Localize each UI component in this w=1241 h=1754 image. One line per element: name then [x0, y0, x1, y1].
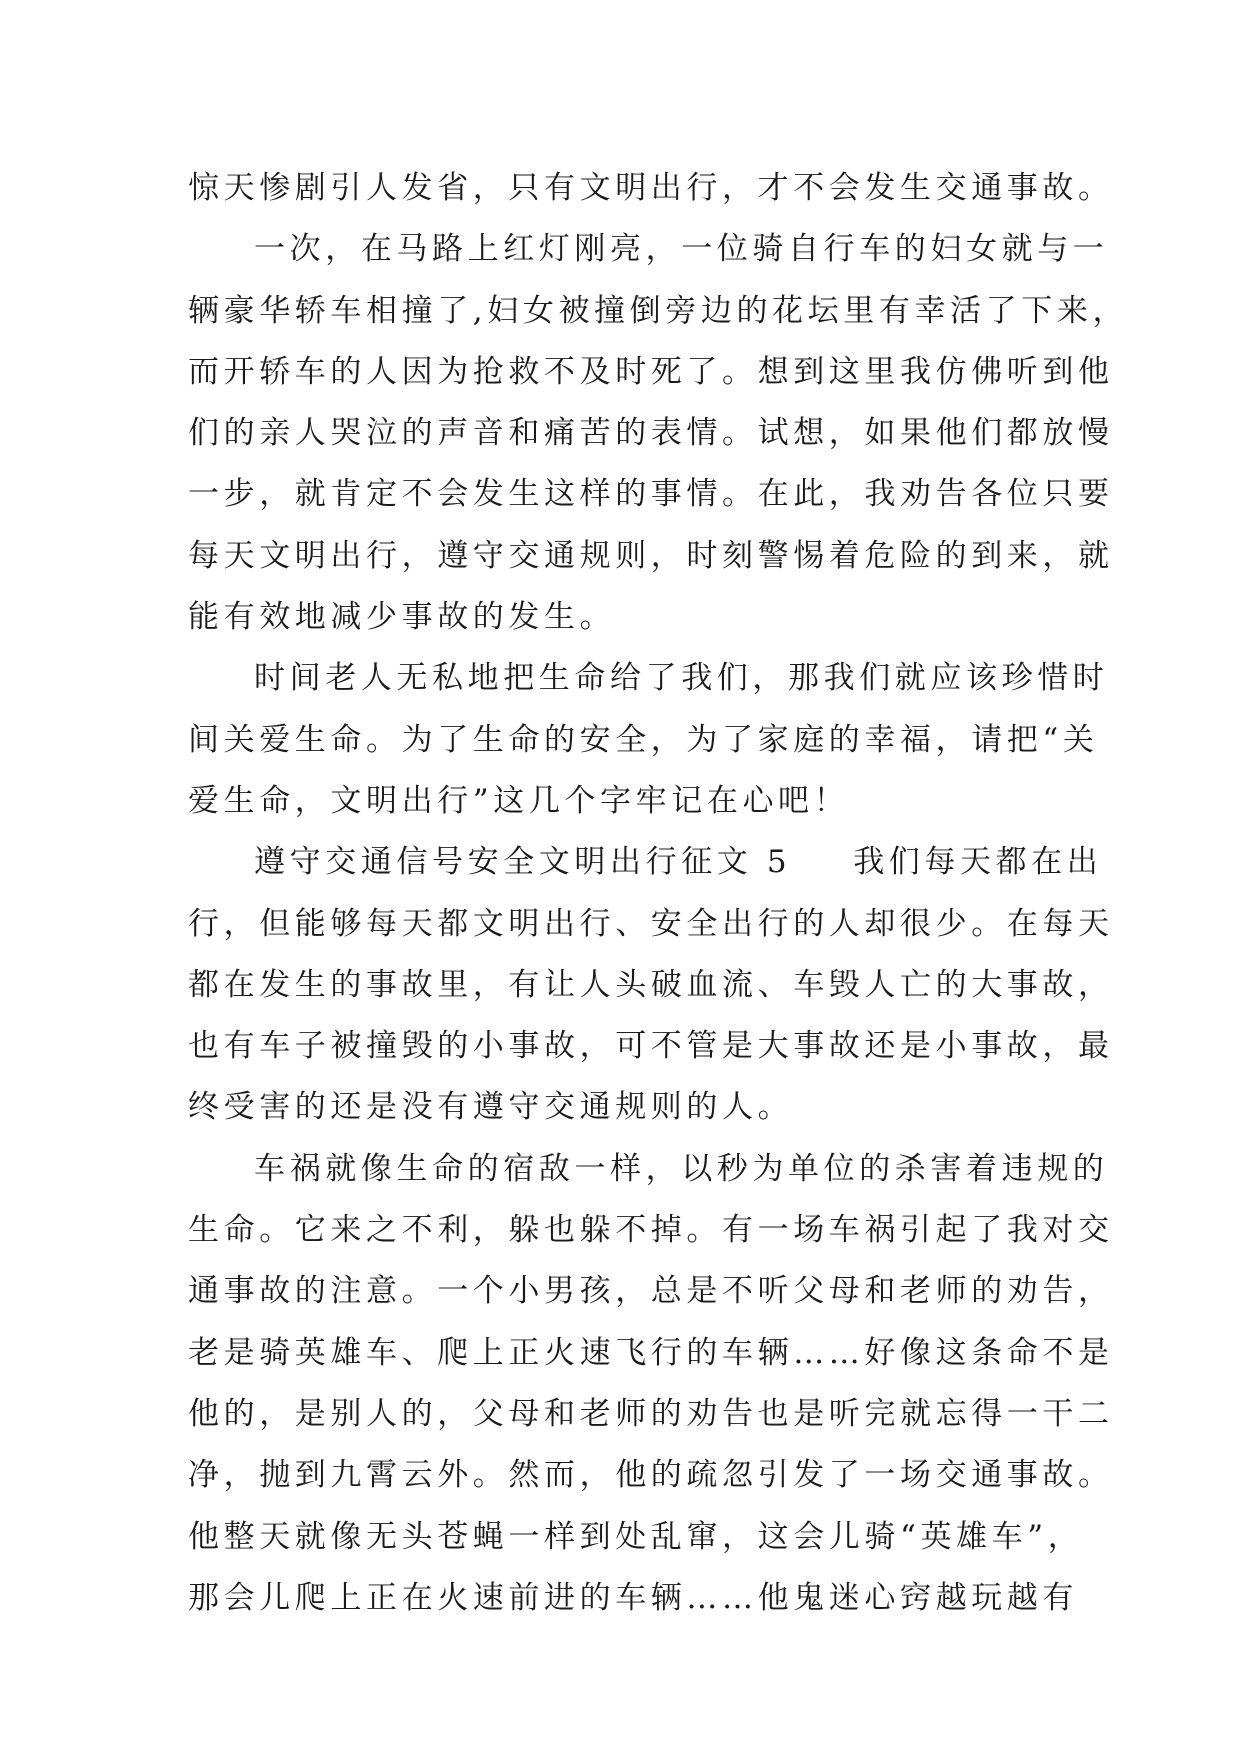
- text-line: 们的亲人哭泣的声音和痛苦的表情。试想，如果他们都放慢: [188, 415, 1114, 452]
- text-line: 都在发生的事故里，有让人头破血流、车毁人亡的大事故，: [188, 966, 1114, 1003]
- text-line: 净，抛到九霄云外。然而，他的疏忽引发了一场交通事故。: [188, 1457, 1114, 1494]
- text-line: 而开轿车的人因为抢救不及时死了。想到这里我仿佛听到他: [188, 353, 1114, 390]
- text-line: 惊天惨剧引人发省，只有文明出行，才不会发生交通事故。: [188, 170, 1114, 206]
- text-line: 他整天就像无头苍蝇一样到处乱窜，这会儿骑“英雄车”，: [188, 1518, 1084, 1555]
- text-line: 一步，就肯定不会发生这样的事情。在此，我劝告各位只要: [188, 476, 1114, 513]
- essay-first-words: 我们每天都在出: [853, 844, 1103, 881]
- text-line: 那会儿爬上正在火速前进的车辆……他鬼迷心窍越玩越有: [188, 1579, 1078, 1616]
- text-line: 行，但能够每天都文明出行、安全出行的人却很少。在每天: [188, 905, 1114, 942]
- text-line: 每天文明出行，遵守交通规则，时刻警惕着危险的到来，就: [188, 537, 1114, 574]
- text-line: 通事故的注意。一个小男孩，总是不听父母和老师的劝告，: [188, 1273, 1114, 1310]
- text-line: 间关爱生命。为了生命的安全，为了家庭的幸福，请把“关: [188, 721, 1099, 758]
- paragraph-start-line: 时间老人无私地把生命给了我们，那我们就应该珍惜时: [254, 660, 1109, 697]
- text-line: 生命。它来之不利，躲也躲不掉。有一场车祸引起了我对交: [188, 1212, 1114, 1249]
- text-line: 老是骑英雄车、爬上正火速飞行的车辆……好像这条命不是: [188, 1334, 1114, 1371]
- essay-title: 遵守交通信号安全文明出行征文 5: [254, 844, 792, 881]
- paragraph-start-line: 车祸就像生命的宿敌一样，以秒为单位的杀害着违规的: [254, 1150, 1109, 1187]
- essay-heading-line: [188, 832, 1103, 893]
- text-line: 辆豪华轿车相撞了,妇女被撞倒旁边的花坛里有幸活了下来，: [188, 292, 1129, 329]
- text-line: 能有效地减少事故的发生。: [188, 599, 616, 636]
- paragraph-start-line: 一次，在马路上红灯刚亮，一位骑自行车的妇女就与一: [254, 231, 1109, 268]
- body-text: [188, 158, 1129, 1629]
- text-line: 终受害的还是没有遵守交通规则的人。: [188, 1089, 794, 1126]
- text-line: 也有车子被撞毁的小事故，可不管是大事故还是小事故，最: [188, 1028, 1114, 1065]
- text-line: 爱生命，文明出行”这几个字牢记在心吧！: [188, 782, 850, 819]
- text-line: 他的，是别人的，父母和老师的劝告也是听完就忘得一干二: [188, 1395, 1114, 1432]
